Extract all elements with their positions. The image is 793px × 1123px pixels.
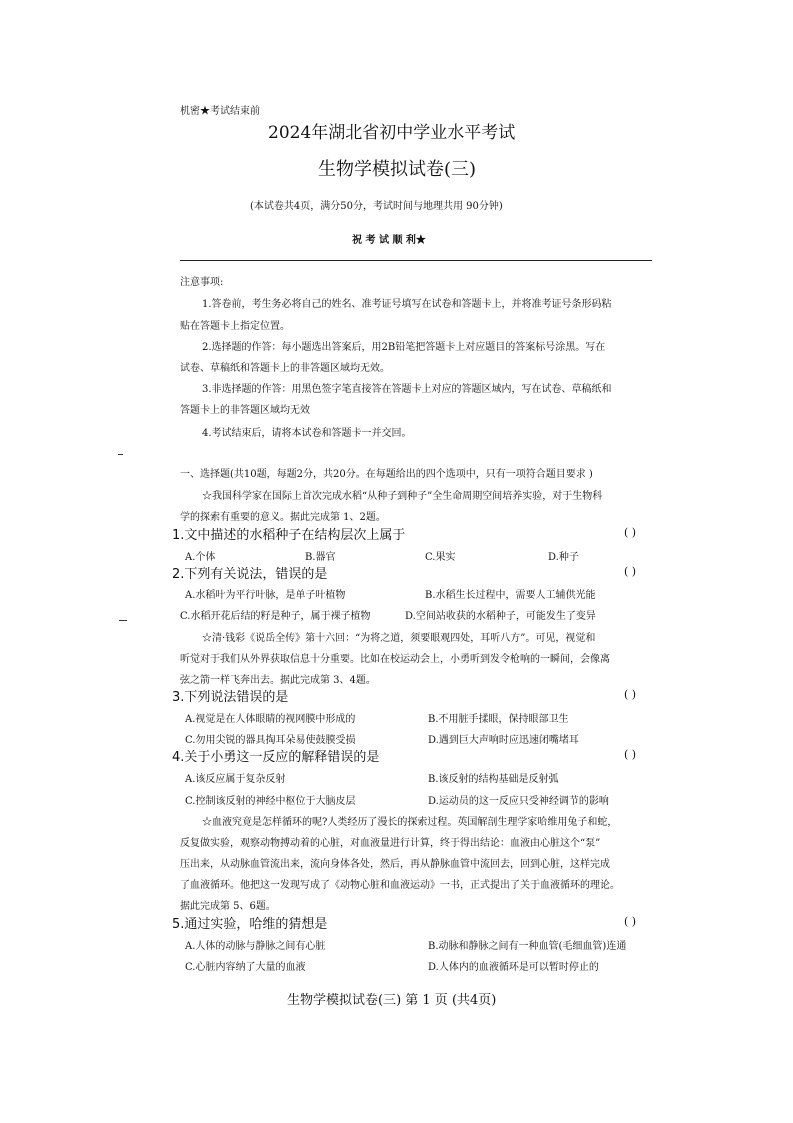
question-5-stem: 5.通过实验，哈维的猜想是 bbox=[172, 917, 328, 932]
passage-2-line-1: ☆清·钱彩《说岳全传》第十六回：“为将之道，须要眼观四处，耳听八方”。可见，视觉和 bbox=[202, 633, 596, 644]
passage-3-line-1: ☆血液究竟是怎样循环的呢?人类经历了漫长的探索过程。英国解剖生理学家哈维用兔子和蛇， bbox=[202, 817, 618, 828]
notes-heading: 注意事项: bbox=[180, 277, 224, 288]
section-1-heading: 一、选择题(共10题，每题2分，共20分。在每题给出的四个选项中，只有一项符合题目要求 ) bbox=[180, 469, 593, 480]
question-4-option-d: D.运动员的这一反应只受神经调节的影响 bbox=[428, 796, 609, 807]
passage-2-line-2: 听觉对于我们从外界获取信息十分重要。比如在校运动会上，小勇听到发令枪响的一瞬间，会像离 bbox=[180, 654, 610, 665]
page-footer: 生物学模拟试卷(三) 第 1 页 (共4页) bbox=[287, 993, 497, 1008]
question-3-stem: 3.下列说法错误的是 bbox=[172, 690, 289, 705]
passage-1-line-1: ☆我国科学家在国际上首次完成水稻“从种子到种子”全生命周期空间培养实验，对于生物科 bbox=[202, 491, 603, 502]
note-2-line-1: 2.选择题的作答：每小题选出答案后，用2B铅笔把答题卡上对应题目的答案标号涂黑。写在 bbox=[202, 342, 606, 353]
question-3-option-c: C.勿用尖锐的器具掏耳朵易使鼓膜受损 bbox=[185, 735, 356, 746]
question-4-option-a: A.该反应属于复杂反射 bbox=[185, 774, 286, 785]
exam-subtitle: 生物学模拟试卷(三) bbox=[318, 159, 477, 180]
question-5-option-b: B.动脉和静脉之间有一种血管(毛细血管)连通 bbox=[428, 941, 627, 952]
note-1-line-2: 贴在答题卡上指定位置。 bbox=[180, 321, 290, 332]
note-3-line-2: 答题卡上的非答题区域均无效 bbox=[180, 405, 310, 416]
question-5-answer-blank: ( ) bbox=[624, 915, 637, 928]
question-3-option-a: A.视觉是在人体眼睛的视网膜中形成的 bbox=[185, 714, 356, 725]
header-divider bbox=[180, 260, 652, 261]
question-3-option-d: D.遇到巨大声响时应迅速闭嘴堵耳 bbox=[428, 735, 579, 746]
question-1-answer-blank: ( ) bbox=[624, 526, 637, 539]
question-1-option-c: C.果实 bbox=[425, 552, 456, 563]
passage-1-line-2: 学的探索有重要的意义。据此完成第 1、2题。 bbox=[180, 512, 386, 523]
note-2-line-2: 试卷、草稿纸和答题卡上的非答题区域均无效。 bbox=[180, 363, 390, 374]
question-4-answer-blank: ( ) bbox=[624, 748, 637, 761]
passage-3-line-5: 据此完成第 5、6题。 bbox=[180, 901, 276, 912]
note-1-line-1: 1.答卷前，考生务必将自己的姓名、准考证号填写在试卷和答题卡上，并将准考证号条形码粘 bbox=[202, 299, 612, 310]
question-2-option-d: D.空间站收获的水稻种子，可能发生了变异 bbox=[405, 611, 596, 622]
scan-mark bbox=[118, 454, 123, 455]
note-4: 4.考试结束后，请将本试卷和答题卡一并交回。 bbox=[202, 428, 412, 439]
exam-info: (本试卷共4页，满分50分，考试时间与地理共用 90分钟) bbox=[250, 201, 503, 212]
question-5-option-c: C.心脏内容纳了大量的血液 bbox=[185, 962, 306, 973]
scan-mark bbox=[119, 620, 127, 621]
question-2-option-c: C.水稻开花后结的籽是种子，属于裸子植物 bbox=[180, 611, 371, 622]
passage-3-line-3: 压出来，从动脉血管流出来，流向身体各处，然后，再从静脉血管中流回去，回到心脏，这样完成 bbox=[180, 859, 610, 870]
exam-title: 2024年湖北省初中学业水平考试 bbox=[268, 123, 516, 143]
passage-2-line-3: 弦之箭一样飞奔出去。据此完成第 3、4题。 bbox=[180, 675, 376, 686]
note-3-line-1: 3.非选择题的作答：用黑色签字笔直接答在答题卡上对应的答题区域内，写在试卷、草稿纸和 bbox=[202, 384, 612, 395]
good-luck-line: 祝 考 试 顺 利★ bbox=[352, 235, 426, 246]
question-2-option-a: A.水稻叶为平行叶脉，是单子叶植物 bbox=[185, 590, 346, 601]
question-1-stem: 1.文中描述的水稻种子在结构层次上属于 bbox=[172, 528, 406, 543]
question-5-option-d: D.人体内的血液循环是可以暂时停止的 bbox=[428, 962, 599, 973]
question-4-option-c: C.控制该反射的神经中枢位于大脑皮层 bbox=[185, 796, 356, 807]
passage-3-line-2: 反复做实验，观察动物搏动着的心脏，对血液量进行计算，终于得出结论：血液由心脏这个“泵” bbox=[180, 838, 601, 849]
question-3-option-b: B.不用脏手揉眼，保持眼部卫生 bbox=[428, 714, 569, 725]
question-2-answer-blank: ( ) bbox=[624, 565, 637, 578]
question-1-option-b: B.器官 bbox=[305, 552, 336, 563]
question-1-option-d: D.种子 bbox=[548, 552, 579, 563]
question-4-stem: 4.关于小勇这一反应的解释错误的是 bbox=[172, 750, 380, 765]
question-2-option-b: B.水稻生长过程中，需要人工辅供光能 bbox=[425, 590, 596, 601]
question-3-answer-blank: ( ) bbox=[624, 688, 637, 701]
question-1-option-a: A.个体 bbox=[185, 552, 216, 563]
passage-3-line-4: 了血液循环。他把这一发现写成了《动物心脏和血液运动》一书，正式提出了关于血液循环的理论。 bbox=[180, 880, 620, 891]
question-2-stem: 2.下列有关说法，错误的是 bbox=[172, 567, 328, 582]
secrecy-label: 机密★考试结束前 bbox=[180, 106, 260, 117]
question-5-option-a: A.人体的动脉与静脉之间有心脏 bbox=[185, 941, 326, 952]
question-4-option-b: B.该反射的结构基础是反射弧 bbox=[428, 774, 559, 785]
